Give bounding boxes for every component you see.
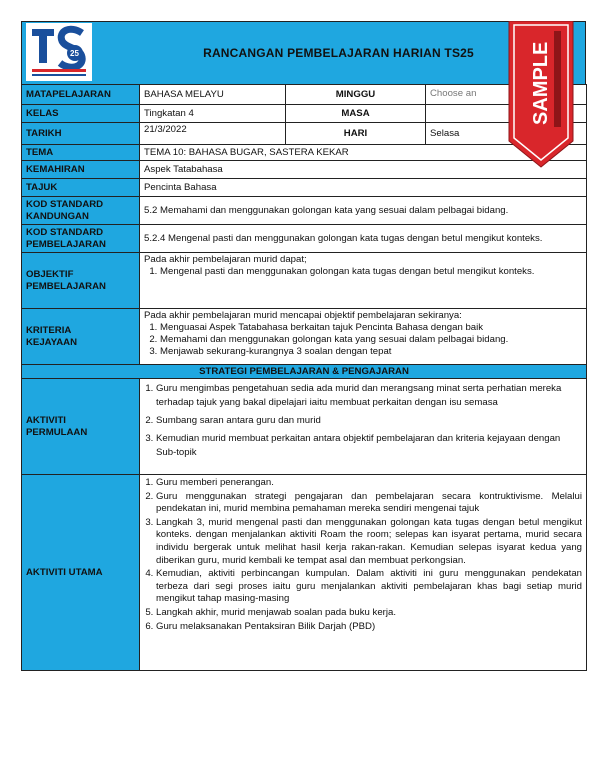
kelas-value: Tingkatan 4	[140, 105, 286, 123]
kriteria-label-line2: KEJAYAAN	[26, 336, 78, 348]
permulaan-content	[140, 379, 587, 475]
utama-label: AKTIVITI UTAMA	[22, 475, 140, 671]
utama-list	[144, 477, 582, 633]
objektif-intro: Pada akhir pembelajaran murid dapat;	[144, 254, 307, 265]
ksp-value: 5.2.4 Mengenal pasti dan menggunakan golongan kata tugas dengan betul mengikut konteks.	[140, 225, 587, 253]
ksk-label-line2: KANDUNGAN	[26, 210, 89, 222]
ksp-label-line1: KOD STANDARD	[26, 226, 104, 238]
utama-item: 2. Guru menggunakan strategi pengajaran dan pembelajaran secara kontruktivisme. Melalui pendekatan ini, murid membina pemahaman mereka sendiri mengenai tajuk	[156, 491, 582, 516]
row-aktiviti-utama	[22, 475, 587, 671]
objektif-list	[144, 266, 582, 278]
objektif-label-line2: PEMBELAJARAN	[26, 280, 106, 292]
utama-item: 6. Guru melaksanakan Pentaksiran Bilik Darjah (PBD)	[156, 621, 582, 634]
kriteria-item: 3. Menjawab sekurang-kurangnya 3 soalan dengan tepat	[160, 346, 582, 358]
tema-label: TEMA	[22, 145, 140, 161]
row-tajuk	[22, 179, 587, 197]
kriteria-item: 1. Menguasai Aspek Tatabahasa berkaitan tajuk Pencinta Bahasa dengan baik	[160, 322, 582, 334]
utama-item: 5. Langkah akhir, murid menjawab soalan pada buku kerja.	[156, 607, 582, 620]
sample-badge-text: SAMPLE	[530, 41, 552, 125]
row-kod-standard-kandungan	[22, 197, 587, 225]
tarikh-label: TARIKH	[22, 123, 140, 145]
utama-content	[140, 475, 587, 671]
kriteria-label	[22, 309, 140, 365]
permulaan-item: 3. Kemudian murid membuat perkaitan antara objektif pembelajaran dan kriteria kejayaan dengan Sub-topik	[156, 432, 582, 460]
ksk-label	[22, 197, 140, 225]
kriteria-label-line1: KRITERIA	[26, 324, 72, 336]
tajuk-label: TAJUK	[22, 179, 140, 197]
logo-lettering: 25	[70, 49, 79, 58]
row-aktiviti-permulaan	[22, 379, 587, 475]
row-tarikh	[22, 123, 587, 145]
tarikh-value: 21/3/2022	[140, 123, 286, 145]
permulaan-label-line2: PERMULAAN	[26, 426, 88, 438]
lesson-plan-document	[21, 21, 586, 671]
kriteria-content	[140, 309, 587, 365]
ksp-label-line2: PEMBELAJARAN	[26, 238, 106, 250]
objektif-label	[22, 253, 140, 309]
row-kemahiran	[22, 161, 587, 179]
row-matapelajaran	[22, 85, 587, 105]
kriteria-list	[144, 322, 582, 358]
matapelajaran-label: MATAPELAJARAN	[22, 85, 140, 105]
kemahiran-value: Aspek Tatabahasa	[140, 161, 587, 179]
permulaan-list	[144, 382, 582, 460]
ts25-logo	[26, 23, 92, 81]
masa-label: MASA	[286, 105, 426, 123]
row-kriteria	[22, 309, 587, 365]
kriteria-intro: Pada akhir pembelajaran murid mencapai objektif pembelajaran sekiranya:	[144, 310, 462, 321]
matapelajaran-value: BAHASA MELAYU	[140, 85, 286, 105]
hari-label: HARI	[286, 123, 426, 145]
permulaan-label	[22, 379, 140, 475]
lesson-info-table	[21, 84, 587, 671]
sample-badge	[507, 21, 575, 171]
tema-value: TEMA 10: BAHASA BUGAR, SASTERA KEKAR	[140, 145, 587, 161]
objektif-item: 1. Mengenal pasti dan menggunakan golongan kata tugas dengan betul mengikut konteks.	[160, 266, 582, 278]
row-kelas	[22, 105, 587, 123]
row-strategi-heading	[22, 365, 587, 379]
hari-value: Selasa	[426, 123, 587, 145]
ksk-value: 5.2 Memahami dan menggunakan golongan kata yang sesuai dalam pelbagai bidang.	[140, 197, 587, 225]
row-kod-standard-pembelajaran	[22, 225, 587, 253]
permulaan-item: 2. Sumbang saran antara guru dan murid	[156, 414, 582, 428]
kemahiran-label: KEMAHIRAN	[22, 161, 140, 179]
document-header	[21, 21, 586, 84]
permulaan-label-line1: AKTIVITI	[26, 414, 66, 426]
utama-item: 4. Kemudian, aktiviti perbincangan kumpulan. Dalam aktiviti ini guru menggunakan pendekatan terbeza dari segi proses iaitu guru menjalankan aktiviti pembelajaran khas bagi setiap murid mengikut tahap masing-masing	[156, 568, 582, 606]
strategi-heading: STRATEGI PEMBELAJARAN & PENGAJARAN	[22, 365, 587, 379]
ksp-label	[22, 225, 140, 253]
tajuk-value: Pencinta Bahasa	[140, 179, 587, 197]
kriteria-item: 2. Memahami dan menggunakan golongan kata yang sesuai dalam pelbagai bidang.	[160, 334, 582, 346]
row-objektif	[22, 253, 587, 309]
minggu-label: MINGGU	[286, 85, 426, 105]
minggu-dropdown[interactable]: Choose an	[426, 85, 587, 105]
utama-item: 1. Guru memberi penerangan.	[156, 477, 582, 490]
utama-item: 3. Langkah 3, murid mengenal pasti dan menggunakan golongan kata tugas dengan betul mengikut konteks. dengan menjalankan aktiviti Roam the room; selepas kan isyarat pertama, murid secara individu bergerak untuk melihat hasil kerja rakan-rakan. Kemudian selepas isyarat kedua yang diberikan guru, murid kembali ke tempat asal dan membuat perkongsian.	[156, 517, 582, 567]
row-tema	[22, 145, 587, 161]
permulaan-item: 1. Guru mengimbas pengetahuan sedia ada murid dan merangsang minat serta perhatian mereka terhadap tajuk yang bakal dipelajari iaitu membuat perkaitan dengan isu semasa	[156, 382, 582, 410]
kelas-label: KELAS	[22, 105, 140, 123]
document-title: RANCANGAN PEMBELAJARAN HARIAN TS25	[203, 46, 474, 60]
objektif-label-line1: OBJEKTIF	[26, 268, 74, 280]
ksk-label-line1: KOD STANDARD	[26, 198, 104, 210]
objektif-content	[140, 253, 587, 309]
